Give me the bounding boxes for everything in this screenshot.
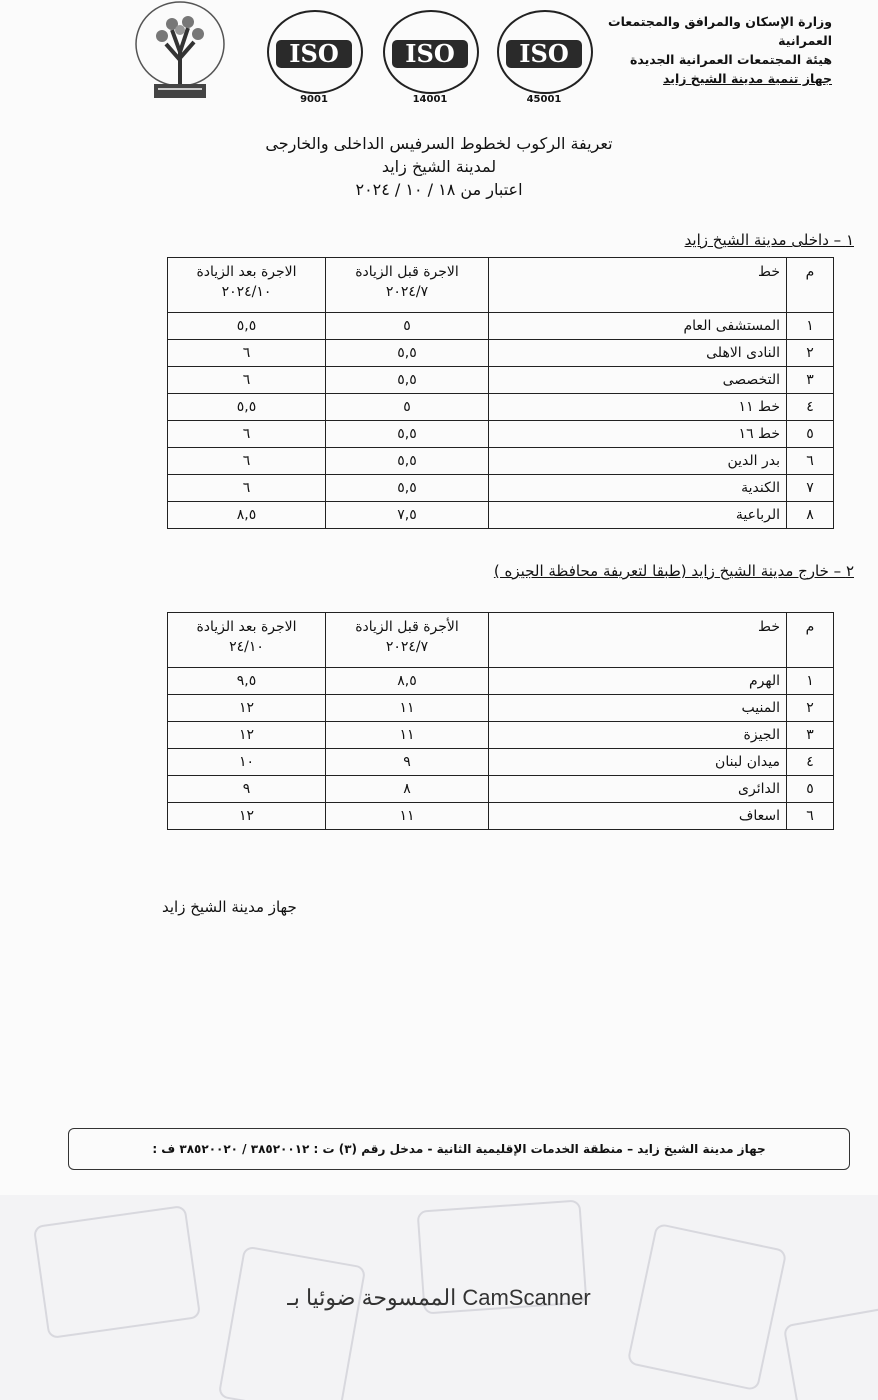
table-row: ٥ خط ١٦ ٥,٥ ٦: [168, 421, 834, 448]
table-header-row: [168, 258, 834, 313]
agency-line: جهاز تنمية مدينة الشيخ زايد: [663, 71, 832, 86]
section-internal-title: ١ – داخلى مدينة الشيخ زايد: [684, 231, 854, 249]
footer-contact: جهاز مدينة الشيخ زايد – منطقة الخدمات الإقليمية الثانية - مدخل رقم (٣) ت : ٣٨٥٢٠٠١٢ / ٣٨٥٢٠٠٢٠ ف :: [68, 1128, 850, 1170]
table-row: ٦ اسعاف ١١ ١٢: [168, 803, 834, 830]
ministry-line: وزارة الإسكان والمرافق والمجتمعات العمرانية: [608, 14, 832, 48]
table-row: ٥ الدائرى ٨ ٩: [168, 776, 834, 803]
table-header-row: [168, 613, 834, 668]
table-row: ٨ الرباعية ٧,٥ ٨,٥: [168, 502, 834, 529]
table-row: ١ المستشفى العام ٥ ٥,٥: [168, 313, 834, 340]
col-header-after: الاجرة بعد الزيادة ٢٠٢٤/١٠: [168, 258, 326, 313]
iso-45001-badge: ISO 45001: [492, 10, 602, 110]
col-header-before: الاجرة قبل الزيادة ٢٠٢٤/٧: [326, 258, 489, 313]
external-fares-table: [167, 612, 834, 830]
col-header-after: الاجرة بعد الزيادة ٢٤/١٠: [168, 613, 326, 668]
iso-14001-badge: ISO 14001: [378, 10, 488, 110]
camscanner-watermark: الممسوحة ضوئيا بـ CamScanner: [287, 1285, 591, 1310]
col-header-before: الأجرة قبل الزيادة ٢٠٢٤/٧: [326, 613, 489, 668]
table-row: ٤ خط ١١ ٥ ٥,٥: [168, 394, 834, 421]
effective-date: اعتبار من ١٨ / ١٠ / ٢٠٢٤: [355, 180, 523, 199]
table-row: ٢ المنيب ١١ ١٢: [168, 695, 834, 722]
doc-title: تعريفة الركوب لخطوط السرفيس الداخلى والخارجى: [265, 134, 613, 153]
table-row: ٣ الجيزة ١١ ١٢: [168, 722, 834, 749]
table-row: ٤ ميدان لبنان ٩ ١٠: [168, 749, 834, 776]
ministry-header: [572, 12, 832, 88]
table-row: ٦ بدر الدين ٥,٥ ٦: [168, 448, 834, 475]
table-row: ٣ التخصصى ٥,٥ ٦: [168, 367, 834, 394]
table-row: ٢ النادى الاهلى ٥,٥ ٦: [168, 340, 834, 367]
col-header-m: م: [787, 613, 834, 668]
col-header-line: خط: [489, 258, 787, 313]
iso-9001-badge: ISO 9001: [262, 10, 372, 110]
section-external-title: ٢ – خارج مدينة الشيخ زايد (طبقا لتعريفة محافظة الجيزه ): [493, 562, 854, 580]
internal-fares-table: [167, 257, 834, 529]
signature-block: جهاز مدينة الشيخ زايد: [162, 898, 297, 916]
col-header-line: خط: [489, 613, 787, 668]
col-header-m: م: [787, 258, 834, 313]
doc-subtitle: لمدينة الشيخ زايد: [381, 157, 497, 176]
authority-line: هيئة المجتمعات العمرانية الجديدة: [629, 52, 832, 67]
table-row: ٧ الكندية ٥,٥ ٦: [168, 475, 834, 502]
city-emblem-icon: [132, 0, 228, 104]
table-row: ١ الهرم ٨,٥ ٩,٥: [168, 668, 834, 695]
